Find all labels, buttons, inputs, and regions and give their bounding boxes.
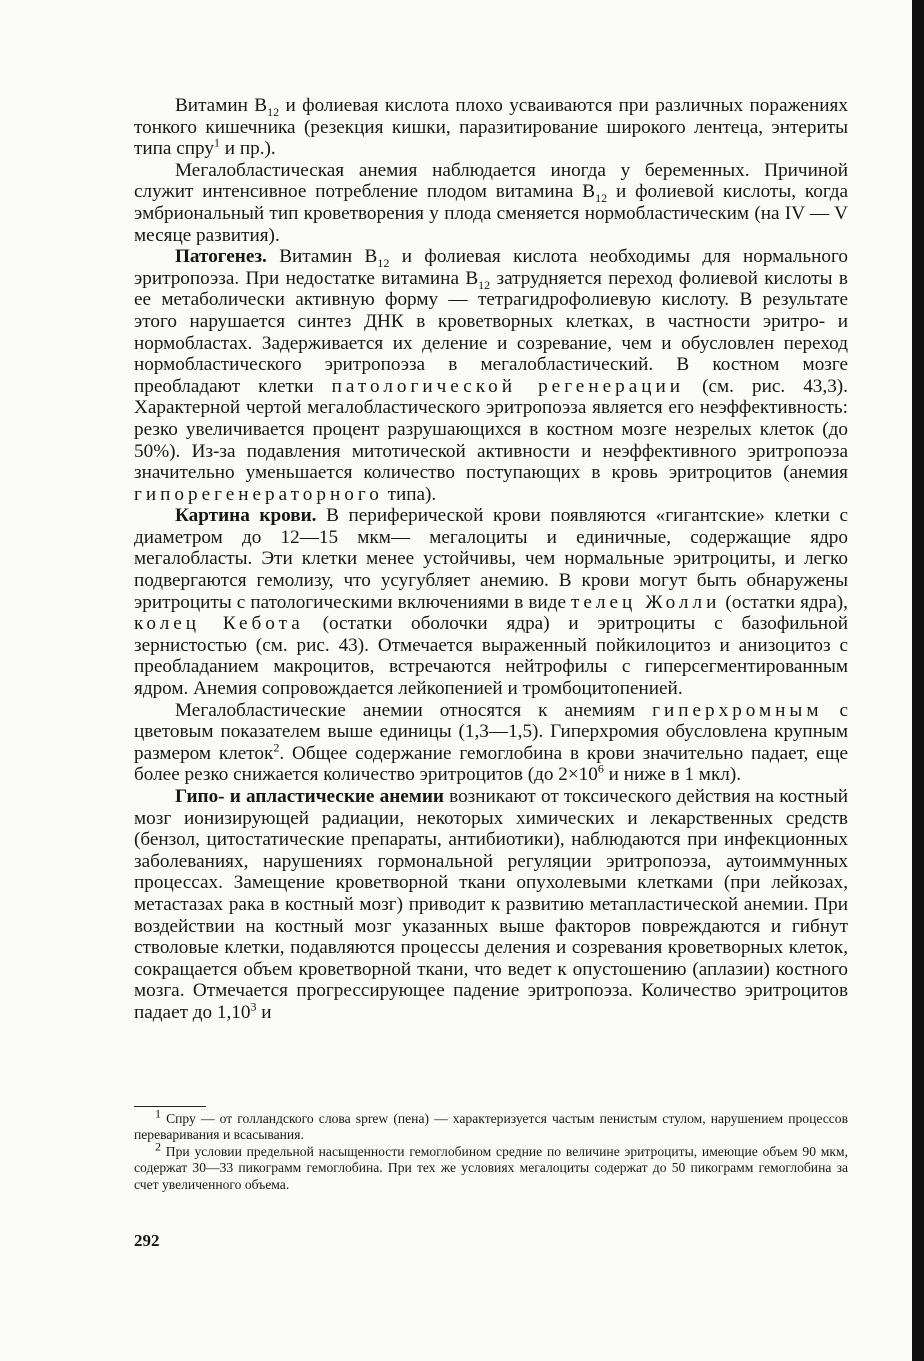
- text-run: Витамин B: [175, 95, 268, 116]
- subscript: 12: [478, 277, 491, 292]
- spaced-term: колец Кебота: [134, 613, 304, 635]
- text-run: и: [256, 1001, 272, 1023]
- body-text: [134, 95, 848, 1024]
- text-run: Спру — от голландского слова sprew (пена) — характеризуется частым пенистым стулом, нарушением процессов переваривания и всасывания.: [134, 1111, 848, 1143]
- paragraph: [134, 95, 848, 160]
- text-run: и фолиевой кислоты, когда эмбриональный тип кроветворения у плода сменяется нормобластическим (на IV — V месяце развития).: [134, 181, 849, 246]
- subscript: 12: [595, 191, 608, 206]
- text-run: типа).: [382, 483, 437, 505]
- bold-heading: Патогенез.: [175, 246, 267, 268]
- spaced-term: гиперхромным: [652, 699, 823, 721]
- superscript: 2: [155, 1139, 161, 1154]
- paragraph: [134, 505, 848, 699]
- superscript: 6: [597, 762, 604, 777]
- subscript: 12: [377, 255, 390, 270]
- superscript: 1: [155, 1106, 161, 1121]
- text-run: . Общее содержание гемоглобина в крови значительно падает, еще более резко снижается количество эритроцитов (до 2×10: [134, 742, 848, 786]
- spaced-term: гипорегенераторного: [134, 483, 383, 505]
- paragraph: [134, 786, 848, 1024]
- spaced-term: телец Жолли: [571, 591, 721, 613]
- subscript: 12: [267, 104, 280, 119]
- text-run: (остатки ядра),: [720, 591, 848, 613]
- paragraph: [134, 246, 848, 505]
- superscript: 2: [273, 740, 280, 755]
- footnote: [134, 1139, 848, 1193]
- text-run: (см. рис. 43,3). Характерной чертой мегалобластического эритропоэза является его неэффективность: резко увеличивается процент разрушающихся в костном мозге незрелых клеток (до 50%). Из-за подавления митотической активности и неэффективного эритропоэза значительно уменьшается количество поступающих в кровь эритроцитов (анемия: [134, 375, 848, 484]
- text-run: (остатки оболочки ядра) и эритроциты с базофильной зернистостью (см. рис. 43). Отмечается выраженный пойкилоцитоз и анизоцитоз с преобладанием макроцитов, встречаются нейтрофилы с гиперсегментированным ядром. Анемия сопровождается лейкопенией и тромбоцитопенией.: [134, 613, 848, 700]
- superscript: 3: [250, 999, 257, 1014]
- bold-heading: Гипо- и апластические анемии: [175, 786, 444, 807]
- text-run: Мегалобластическая анемия наблюдается иногда у беременных. Причиной служит интенсивное потребление плодом витамина B: [134, 159, 848, 203]
- text-run: с цветовым показателем выше единицы (1,3—1,5). Гиперхромия обусловлена крупным размером клеток: [134, 699, 848, 764]
- text-run: В периферической крови появляются «гигантские» клетки с диаметром до 12—15 мкм— мегалоциты и единичные, содержащие ядро мегалобласты. Эти клетки менее устойчивы, чем нормальные эритроциты, и легко подвергаются гемолизу, что усугубляет анемию. В крови могут быть обнаружены эритроциты с патологическими включениями в виде: [134, 505, 848, 613]
- text-run: Витамин B: [266, 246, 378, 268]
- text-run: возникают от токсического действия на костный мозг ионизирующей радиации, некоторых химических и лекарственных средств (бензол, цитостатические препараты, антибиотики), наблюдаются при инфекционных заболеваниях, нарушениях гормональной регуляции эритропоэза, аутоиммунных процессах. Замещение кроветворной ткани опухолевыми клетками (при лейкозах, метастазах рака в костный мозг) приводит к развитию метапластической анемии. При воздействии на костный мозг указанных выше факторов повреждаются и гибнут стволовые клетки, подавляются процессы деления и созревания кроветворных клеток, сокращается объем кроветворной ткани, что ведет к опустошению (аплазии) костного мозга. Отмечается прогрессирующее падение эритропоэза. Количество эритроцитов падает до 1,10: [134, 786, 848, 1023]
- footnote-divider: [134, 1106, 206, 1107]
- superscript: 1: [213, 135, 220, 150]
- footnote: [134, 1106, 848, 1144]
- text-run: и фолиевая кислота плохо усваиваются при различных поражениях тонкого кишечника (резекция кишки, паразитирование широкого лентеца, энтериты типа спру: [134, 95, 848, 160]
- bold-heading: Картина крови.: [175, 505, 317, 527]
- spaced-term: патологической регенерации: [331, 375, 685, 397]
- text-run: Мегалобластические анемии относятся к анемиям: [175, 699, 653, 721]
- page-number: 292: [134, 1231, 160, 1250]
- text-run: При условии предельной насыщенности гемоглобином средние по величине эритроциты, имеющие объем 90 мкм, содержат 30—33 пикограмм гемоглобина. При тех же условиях мегалоциты содержат до 50 пикограмм гемоглобина за счет увеличенного объема.: [134, 1143, 848, 1192]
- footnotes: [134, 1106, 848, 1193]
- paragraph: [134, 160, 848, 246]
- text-run: и фолиевая кислота необходимы для нормального эритропоэза. При недостатке витамина B: [134, 246, 848, 289]
- text-run: и ниже в 1 мкл).: [603, 764, 742, 786]
- text-run: затрудняется переход фолиевой кислоты в ее метаболически активную форму — тетрагидрофолиевую кислоту. В результате этого нарушается синтез ДНК в кроветворных клетках, в частности эритро- и нормобластах. Задерживается их деление и созревание, чем и обусловлен переход нормобластического эритропоэза в мегалобластический. В костном мозге преобладают клетки: [134, 267, 848, 397]
- text-run: и пр.).: [219, 138, 276, 160]
- scan-edge-bar: [912, 0, 924, 1361]
- paragraph: [134, 700, 848, 786]
